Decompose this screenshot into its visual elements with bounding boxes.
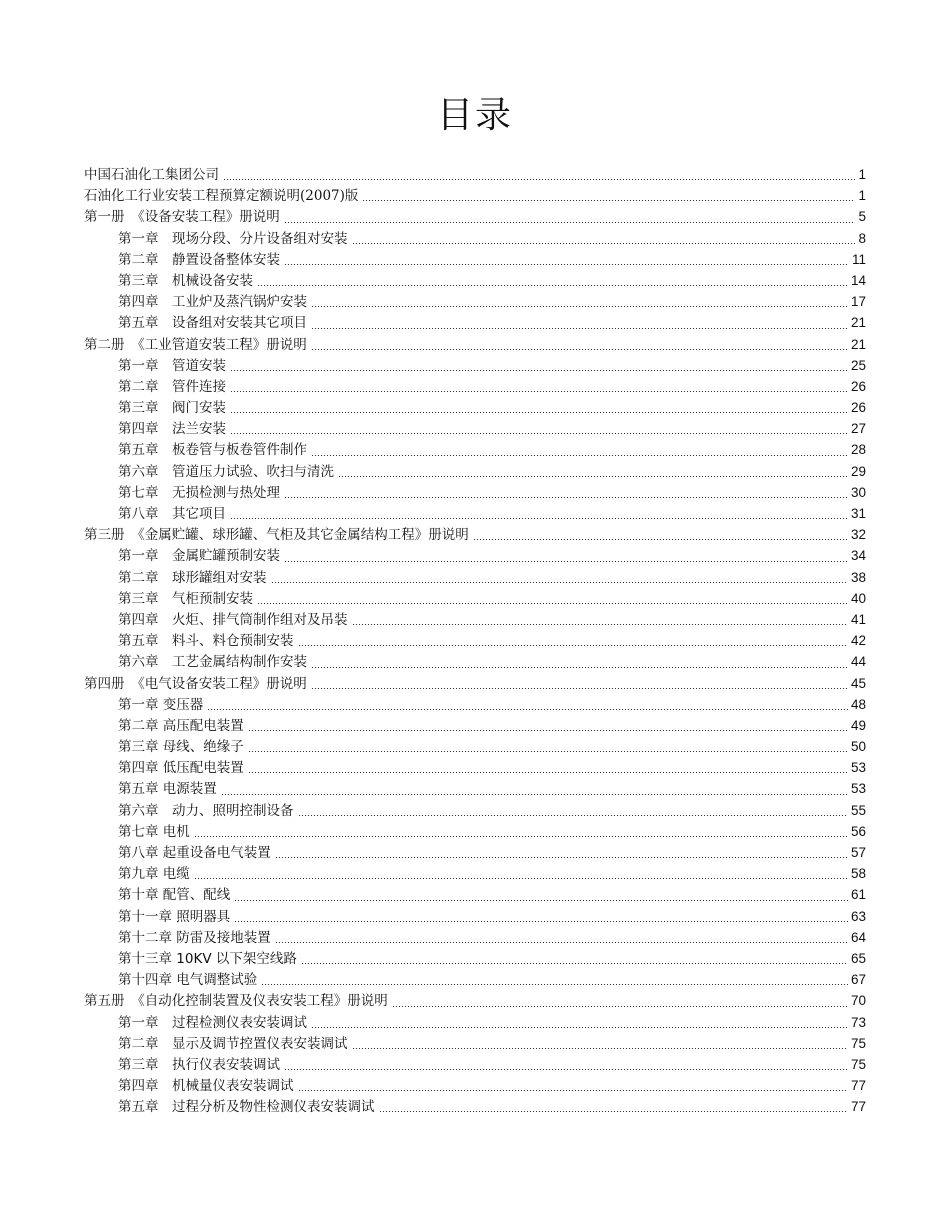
toc-chapter-entry[interactable] xyxy=(84,1012,866,1033)
toc-entry-page-number: 42 xyxy=(850,633,866,649)
dot-leader xyxy=(311,688,848,689)
toc-chapter-entry[interactable] xyxy=(84,1054,866,1075)
toc-chapter-entry[interactable] xyxy=(84,969,866,990)
toc-entry-title: 第四章 工业炉及蒸汽锅炉安装 xyxy=(118,294,307,311)
toc-entry-page-number: 1 xyxy=(858,188,866,204)
toc-chapter-entry[interactable] xyxy=(84,842,866,863)
toc-entry-title: 第三章 母线、绝缘子 xyxy=(118,739,244,756)
toc-entry-title: 第五章 板卷管与板卷管件制作 xyxy=(118,442,307,459)
toc-chapter-entry[interactable] xyxy=(84,355,866,376)
toc-section-entry[interactable] xyxy=(84,206,866,227)
toc-entry-page-number: 73 xyxy=(850,1014,866,1030)
toc-entry-title: 第五章 料斗、料仓预制安装 xyxy=(118,633,294,650)
toc-entry-title: 第十三章 10KV 以下架空线路 xyxy=(118,950,297,967)
toc-entry-page-number: 26 xyxy=(850,378,866,394)
toc-chapter-entry[interactable] xyxy=(84,270,866,291)
toc-entry-page-number: 53 xyxy=(850,781,866,797)
dot-leader xyxy=(311,328,848,329)
toc-chapter-entry[interactable] xyxy=(84,800,866,821)
dot-leader xyxy=(311,455,848,456)
toc-chapter-entry[interactable] xyxy=(84,821,866,842)
dot-leader xyxy=(223,179,855,180)
toc-entry-page-number: 48 xyxy=(850,696,866,712)
dot-leader xyxy=(352,624,848,625)
dot-leader xyxy=(257,285,848,286)
toc-entry-page-number: 40 xyxy=(850,590,866,606)
toc-entry-title: 第六章 动力、照明控制设备 xyxy=(118,802,294,819)
toc-entry-title: 第三章 执行仪表安装调试 xyxy=(118,1056,280,1073)
toc-chapter-entry[interactable] xyxy=(84,291,866,312)
dot-leader xyxy=(311,1027,848,1028)
toc-entry-title: 第五章 电源装置 xyxy=(118,781,217,798)
dot-leader xyxy=(352,1048,848,1049)
toc-entry-title: 第四章 法兰安装 xyxy=(118,421,226,438)
toc-chapter-entry[interactable] xyxy=(84,1096,866,1117)
dot-leader xyxy=(311,306,848,307)
dot-leader xyxy=(392,1006,848,1007)
toc-chapter-entry[interactable] xyxy=(84,863,866,884)
toc-entry-title: 第十二章 防雷及接地装置 xyxy=(118,929,271,946)
toc-entry-title: 中国石油化工集团公司 xyxy=(84,167,219,183)
toc-chapter-entry[interactable] xyxy=(84,376,866,397)
toc-chapter-entry[interactable] xyxy=(84,1033,866,1054)
toc-section-entry[interactable] xyxy=(84,164,866,185)
toc-chapter-entry[interactable] xyxy=(84,609,866,630)
dot-leader xyxy=(234,921,848,922)
dot-leader xyxy=(311,349,848,350)
toc-entry-title: 第一册 《设备安装工程》册说明 xyxy=(84,209,280,226)
toc-entry-title: 第十四章 电气调整试验 xyxy=(118,972,258,989)
dot-leader xyxy=(338,476,848,477)
toc-entry-title: 第四章 低压配电装置 xyxy=(118,760,244,777)
toc-entry-page-number: 30 xyxy=(850,484,866,500)
toc-chapter-entry[interactable] xyxy=(84,228,866,249)
toc-chapter-entry[interactable] xyxy=(84,906,866,927)
toc-entry-title: 第一章 现场分段、分片设备组对安装 xyxy=(118,230,348,247)
toc-entry-title: 第四册 《电气设备安装工程》册说明 xyxy=(84,675,307,692)
toc-section-entry[interactable] xyxy=(84,524,866,545)
toc-entry-title: 第四章 机械量仪表安装调试 xyxy=(118,1078,294,1095)
toc-entry-title: 第五章 设备组对安装其它项目 xyxy=(118,315,307,332)
toc-section-entry[interactable] xyxy=(84,673,866,694)
toc-entry-title: 第二章 管件连接 xyxy=(118,378,226,395)
toc-entry-title: 第五册 《自动化控制装置及仪表安装工程》册说明 xyxy=(84,993,388,1010)
dot-leader xyxy=(248,751,848,752)
toc-chapter-entry[interactable] xyxy=(84,651,866,672)
toc-chapter-entry[interactable] xyxy=(84,397,866,418)
toc-chapter-entry[interactable] xyxy=(84,249,866,270)
dot-leader xyxy=(352,243,856,244)
toc-entry-page-number: 61 xyxy=(850,887,866,903)
toc-entry-page-number: 77 xyxy=(850,1078,866,1094)
dot-leader xyxy=(261,984,848,985)
toc-entry-title: 第二章 高压配电装置 xyxy=(118,717,244,734)
toc-entry-title: 第一章 管道安装 xyxy=(118,357,226,374)
toc-chapter-entry[interactable] xyxy=(84,948,866,969)
toc-entry-page-number: 64 xyxy=(850,929,866,945)
page-title: 目录 xyxy=(436,95,513,136)
toc-entry-page-number: 41 xyxy=(850,611,866,627)
dot-leader xyxy=(194,878,848,879)
dot-leader xyxy=(473,539,848,540)
toc-chapter-entry[interactable] xyxy=(84,588,866,609)
dot-leader xyxy=(230,433,848,434)
dot-leader xyxy=(248,772,848,773)
toc-entry-page-number: 75 xyxy=(850,1056,866,1072)
dot-leader xyxy=(298,1090,848,1091)
toc-entry-title: 第三章 阀门安装 xyxy=(118,400,226,417)
toc-entry-title: 第三章 机械设备安装 xyxy=(118,272,253,289)
toc-entry-title: 第一章 变压器 xyxy=(118,696,204,713)
toc-entry-page-number: 50 xyxy=(850,739,866,755)
toc-entry-title: 第四章 火炬、排气筒制作组对及吊装 xyxy=(118,611,348,628)
toc-entry-title: 第三章 气柜预制安装 xyxy=(118,590,253,607)
toc-entry-page-number: 28 xyxy=(850,442,866,458)
toc-entry-title: 第五章 过程分析及物性检测仪表安装调试 xyxy=(118,1099,375,1116)
toc-entry-page-number: 34 xyxy=(850,548,866,564)
dot-leader xyxy=(275,857,848,858)
dot-leader xyxy=(298,815,848,816)
toc-entry-title: 第六章 管道压力试验、吹扫与清洗 xyxy=(118,463,334,480)
toc-entry-title: 第十章 配管、配线 xyxy=(118,887,231,904)
toc-entry-page-number: 17 xyxy=(850,294,866,310)
dot-leader xyxy=(284,264,849,265)
dot-leader xyxy=(248,730,848,731)
toc-entry-title: 第三册 《金属贮罐、球形罐、气柜及其它金属结构工程》册说明 xyxy=(84,527,469,544)
toc-entry-page-number: 21 xyxy=(850,336,866,352)
toc-chapter-entry[interactable] xyxy=(84,418,866,439)
dot-leader xyxy=(230,412,848,413)
dot-leader xyxy=(257,603,848,604)
dot-leader xyxy=(311,667,848,668)
toc-entry-title: 第九章 电缆 xyxy=(118,866,190,883)
dot-leader xyxy=(271,582,848,583)
table-of-contents xyxy=(84,164,866,1117)
toc-entry-title: 第二章 显示及调节控置仪表安装调试 xyxy=(118,1035,348,1052)
toc-entry-page-number: 70 xyxy=(850,993,866,1009)
toc-entry-page-number: 56 xyxy=(850,823,866,839)
toc-entry-title: 第六章 工艺金属结构制作安装 xyxy=(118,654,307,671)
toc-chapter-entry[interactable] xyxy=(84,545,866,566)
toc-chapter-entry[interactable] xyxy=(84,482,866,503)
toc-entry-page-number: 21 xyxy=(850,315,866,331)
toc-section-entry[interactable] xyxy=(84,334,866,355)
toc-chapter-entry[interactable] xyxy=(84,567,866,588)
toc-section-entry[interactable] xyxy=(84,185,866,206)
dot-leader xyxy=(362,200,855,201)
toc-chapter-entry[interactable] xyxy=(84,715,866,736)
toc-entry-page-number: 77 xyxy=(850,1099,866,1115)
dot-leader xyxy=(194,836,848,837)
toc-entry-page-number: 8 xyxy=(858,230,866,246)
toc-entry-page-number: 58 xyxy=(850,866,866,882)
dot-leader xyxy=(230,391,848,392)
toc-chapter-entry[interactable] xyxy=(84,439,866,460)
toc-chapter-entry[interactable] xyxy=(84,694,866,715)
toc-chapter-entry[interactable] xyxy=(84,778,866,799)
dot-leader xyxy=(275,942,848,943)
toc-entry-page-number: 11 xyxy=(851,251,866,267)
dot-leader xyxy=(301,963,848,964)
toc-entry-page-number: 45 xyxy=(850,675,866,691)
toc-chapter-entry[interactable] xyxy=(84,884,866,905)
toc-entry-page-number: 75 xyxy=(850,1035,866,1051)
toc-chapter-entry[interactable] xyxy=(84,927,866,948)
toc-entry-title: 第七章 电机 xyxy=(118,823,190,840)
toc-entry-title: 第八章 其它项目 xyxy=(118,506,226,522)
toc-entry-title: 第一章 过程检测仪表安装调试 xyxy=(118,1014,307,1031)
toc-entry-page-number: 55 xyxy=(850,802,866,818)
dot-leader xyxy=(298,645,848,646)
toc-entry-page-number: 67 xyxy=(850,972,866,988)
toc-entry-page-number: 44 xyxy=(850,654,866,670)
dot-leader xyxy=(284,497,848,498)
toc-entry-page-number: 27 xyxy=(850,421,866,437)
toc-entry-title: 第二章 球形罐组对安装 xyxy=(118,569,267,586)
toc-entry-title: 第七章 无损检测与热处理 xyxy=(118,484,280,501)
toc-chapter-entry[interactable] xyxy=(84,757,866,778)
toc-entry-page-number: 65 xyxy=(850,950,866,966)
dot-leader xyxy=(284,1069,848,1070)
toc-entry-page-number: 57 xyxy=(850,845,866,860)
dot-leader xyxy=(221,794,848,795)
toc-entry-page-number: 31 xyxy=(850,506,866,521)
toc-chapter-entry[interactable] xyxy=(84,312,866,333)
dot-leader xyxy=(284,222,856,223)
toc-chapter-entry[interactable] xyxy=(84,1075,866,1096)
dot-leader xyxy=(284,561,848,562)
dot-leader xyxy=(230,518,848,519)
toc-entry-page-number: 63 xyxy=(850,908,866,924)
toc-entry-title: 第十一章 照明器具 xyxy=(118,908,231,925)
toc-entry-page-number: 49 xyxy=(850,717,866,733)
toc-entry-title: 第一章 金属贮罐预制安装 xyxy=(118,548,280,565)
dot-leader xyxy=(379,1111,848,1112)
toc-entry-title: 第二册 《工业管道安装工程》册说明 xyxy=(84,336,307,353)
toc-entry-title: 第二章 静置设备整体安装 xyxy=(118,251,280,268)
toc-entry-page-number: 5 xyxy=(858,209,866,225)
toc-entry-title: 第八章 起重设备电气装置 xyxy=(118,845,271,861)
toc-chapter-entry[interactable] xyxy=(84,461,866,482)
dot-leader xyxy=(230,370,848,371)
toc-entry-title: 石油化工行业安装工程预算定额说明(2007)版 xyxy=(84,188,359,205)
toc-entry-page-number: 26 xyxy=(850,400,866,416)
toc-entry-page-number: 38 xyxy=(850,569,866,585)
toc-entry-page-number: 14 xyxy=(850,272,866,288)
toc-section-entry[interactable] xyxy=(84,990,866,1011)
dot-leader xyxy=(207,709,848,710)
dot-leader xyxy=(234,900,848,901)
toc-chapter-entry[interactable] xyxy=(84,630,866,651)
toc-entry-page-number: 1 xyxy=(858,167,866,182)
toc-chapter-entry[interactable] xyxy=(84,503,866,524)
toc-entry-page-number: 53 xyxy=(850,760,866,776)
toc-entry-page-number: 32 xyxy=(850,527,866,543)
toc-entry-page-number: 29 xyxy=(850,463,866,479)
toc-entry-page-number: 25 xyxy=(850,357,866,373)
toc-chapter-entry[interactable] xyxy=(84,736,866,757)
